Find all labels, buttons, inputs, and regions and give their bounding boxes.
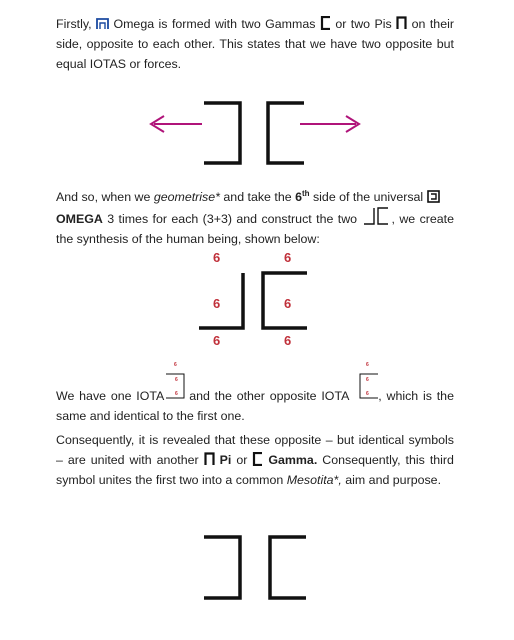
text: 3 times for each (3+3) and construct the two (107, 212, 358, 227)
right-bracket-icon (268, 103, 304, 163)
label-six-small: 6 (366, 391, 369, 397)
right-bracket-icon (263, 273, 307, 328)
term-mesotita: Mesotita*, (286, 473, 342, 487)
text: or two Pis (335, 17, 392, 31)
paragraph-geometrise (56, 184, 454, 249)
text: or (236, 453, 248, 467)
paragraph-mesotita (56, 430, 454, 490)
united-brackets-figure (198, 534, 318, 604)
label-six: 6 (284, 250, 292, 265)
sixth-suffix: th (301, 189, 310, 198)
label-six-small: 6 (174, 362, 177, 368)
text: aim and purpose. (345, 473, 442, 487)
left-arrow-icon (151, 116, 202, 132)
text: Consequently, this third symbol unites the first two into a common (56, 453, 454, 487)
label-six-small: 6 (366, 377, 369, 383)
text: and take the (223, 190, 292, 205)
label-six-small: 6 (366, 362, 369, 368)
text: side of the universal (312, 190, 424, 205)
text: , we create the synthesis of the human being, shown below: (56, 212, 455, 247)
label-six: 6 (284, 333, 292, 348)
two-brackets-icon (361, 207, 391, 225)
left-bracket-icon (199, 273, 243, 328)
gamma-icon (252, 452, 263, 466)
text: , which is the same and identical to the first one. (56, 389, 454, 423)
text: And so, when we (56, 190, 151, 205)
term-pi: Pi (219, 453, 232, 467)
paragraph-omega-intro (56, 14, 454, 74)
text: and the other opposite IOTA (189, 389, 349, 403)
label-six: 6 (213, 250, 221, 265)
text: Firstly, (56, 17, 92, 31)
term-gamma: Gamma. (268, 453, 318, 467)
iota-opposite-icon (358, 362, 382, 402)
text: on their side, opposite to each other. This states that we have two opposite but equal IOTAS or forces. (56, 17, 454, 71)
gamma-icon (320, 16, 331, 30)
label-six: 6 (284, 296, 292, 311)
term-omega: OMEGA (56, 212, 103, 227)
text: Omega is formed with two Gammas (113, 17, 316, 31)
sixth-term (295, 190, 309, 204)
right-arrow-icon (300, 116, 359, 132)
label-six-small: 6 (175, 377, 178, 383)
paragraph-iota (56, 386, 454, 426)
omega-icon (96, 18, 109, 30)
pi-icon (396, 16, 407, 30)
universal-omega-icon (427, 190, 440, 203)
opposing-forces-figure (140, 100, 380, 170)
right-bracket-icon (270, 537, 306, 598)
label-six: 6 (213, 296, 221, 311)
text: We have one IOTA (56, 389, 164, 403)
sixth-number: 6 (295, 190, 302, 205)
pi-icon (204, 452, 215, 466)
text: Consequently, it is revealed that these opposite – but identical symbols – are united with another (56, 433, 454, 467)
label-six-small: 6 (175, 391, 178, 397)
term-geometrise: geometrise* (153, 190, 220, 205)
left-bracket-icon (204, 537, 240, 598)
left-bracket-icon (204, 103, 240, 163)
label-six: 6 (213, 333, 221, 348)
